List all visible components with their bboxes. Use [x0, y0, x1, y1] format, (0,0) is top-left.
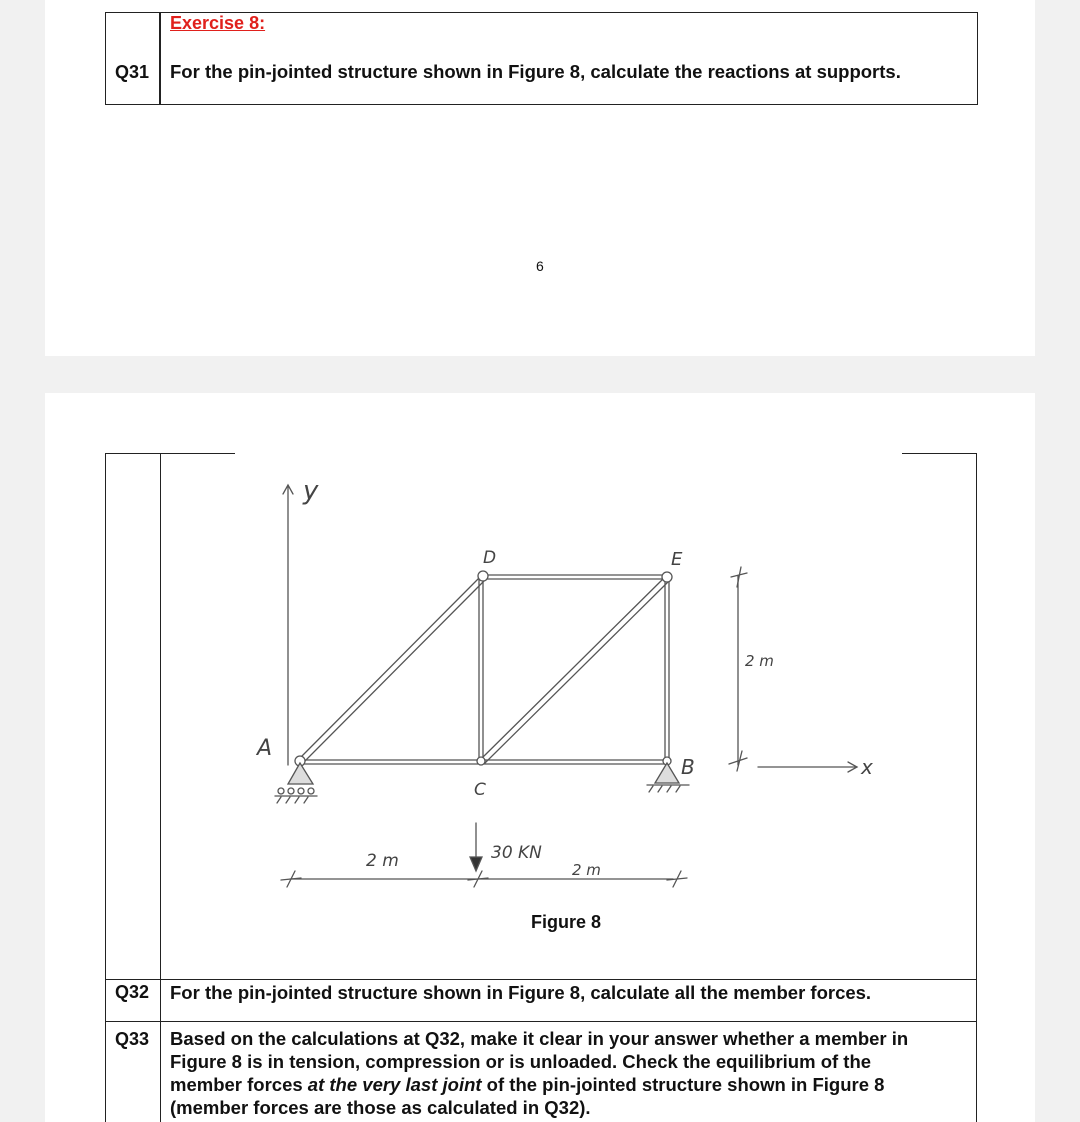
joint-B-label: B [681, 755, 695, 779]
q32-text: For the pin-jointed structure shown in Figure 8, calculate all the member forces. [170, 982, 872, 1003]
page-number: 6 [536, 258, 544, 274]
member-CD [479, 579, 483, 760]
q33-line-4: (member forces are those as calculated in Q32). [170, 1097, 591, 1118]
member-DE [485, 575, 669, 579]
load-arrow-head [470, 857, 482, 871]
support-A-hatch [277, 797, 308, 803]
joint-C-label: C [474, 780, 486, 800]
roller-1 [278, 788, 284, 794]
q33-line-3a: member forces [170, 1074, 308, 1095]
figure-caption: Figure 8 [531, 912, 602, 932]
support-B-triangle [655, 763, 679, 783]
joint-A-label: A [257, 736, 273, 761]
joint-D-label: D [483, 548, 497, 568]
q31-text: For the pin-jointed structure shown in Figure 8, calculate the reactions at supports. [170, 61, 901, 82]
q31-number-cell [105, 12, 161, 105]
q31-text-cell [159, 12, 978, 105]
q33-number: Q33 [115, 1029, 150, 1049]
member-CB [481, 760, 668, 764]
joint-E-label: E [671, 549, 683, 570]
exercise-title: Exercise 8: [170, 13, 266, 33]
roller-3 [298, 788, 304, 794]
roller-2 [288, 788, 294, 794]
axis-x-label: x [861, 755, 873, 779]
support-A-triangle [288, 763, 313, 784]
member-AD [299, 576, 485, 763]
q33-line-1: Based on the calculations at Q32, make it clear in your answer whether a member in [170, 1028, 909, 1049]
support-B-hatch [649, 786, 680, 792]
q33-line-3b: at the very last joint [307, 1074, 482, 1095]
page-2 [45, 393, 1035, 1122]
joint-D-pin [478, 571, 488, 581]
axis-y-label: y [303, 476, 319, 506]
dim-height-label: 2 m [745, 652, 774, 670]
page-1 [45, 0, 1035, 356]
q32-number: Q32 [115, 982, 150, 1002]
q33-line-3c: of the pin-jointed structure shown in Figure 8 [481, 1074, 885, 1095]
member-AC [301, 760, 481, 764]
figure-8-truss [45, 393, 1035, 1122]
member-EB [665, 579, 669, 760]
q33-line-2: Figure 8 is in tension, compression or is unloaded. Check the equilibrium of the [170, 1051, 872, 1072]
dim-tick-top [731, 567, 747, 587]
joint-E-pin [662, 572, 672, 582]
dim-left-label: 2 m [366, 851, 399, 871]
joint-C-pin [477, 757, 485, 765]
q31-number: Q31 [115, 62, 150, 82]
dim-right-label: 2 m [572, 861, 601, 879]
load-label: 30 KN [491, 843, 542, 863]
member-CE [481, 577, 669, 763]
roller-4 [308, 788, 314, 794]
